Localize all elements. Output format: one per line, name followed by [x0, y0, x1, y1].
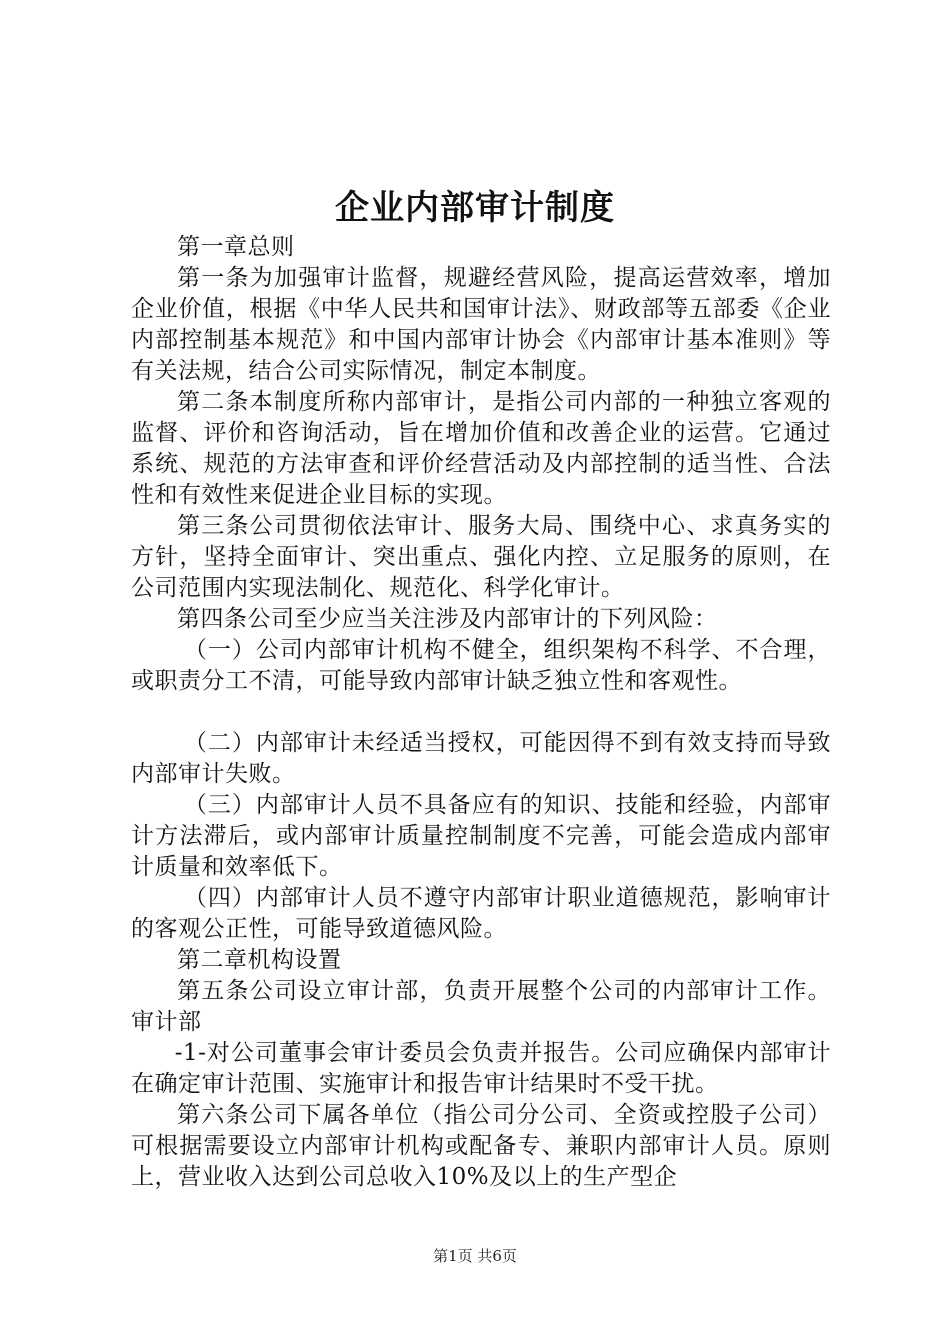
article-paragraph: -1-对公司董事会审计委员会负责并报告。公司应确保内部审计在确定审计范围、实施审计和报告审计结果时不受干扰。 [131, 1040, 831, 1097]
page-footer: 第1页 共6页 [433, 1247, 517, 1265]
risk-item: （四）内部审计人员不遵守内部审计职业道德规范，影响审计的客观公正性，可能导致道德风险。 [131, 885, 831, 942]
chapter-heading: 第二章机构设置 [177, 947, 342, 973]
risk-item: （一）公司内部审计机构不健全，组织架构不科学、不合理，或职责分工不清，可能导致内部审计缺乏独立性和客观性。 [131, 637, 831, 694]
risk-item: （三）内部审计人员不具备应有的知识、技能和经验，内部审计方法滞后，或内部审计质量控制制度不完善，可能会造成内部审计质量和效率低下。 [131, 792, 831, 880]
article-paragraph: 第四条公司至少应当关注涉及内部审计的下列风险： [177, 606, 718, 632]
risk-item: （二）内部审计未经适当授权，可能因得不到有效支持而导致内部审计失败。 [131, 730, 831, 787]
article-paragraph: 第五条公司设立审计部，负责开展整个公司的内部审计工作。审计部 [131, 978, 831, 1035]
chapter-heading: 第一章总则 [177, 234, 295, 260]
article-paragraph: 第一条为加强审计监督，规避经营风险，提高运营效率，增加企业价值，根据《中华人民共和国审计法》、财政部等五部委《企业内部控制基本规范》和中国内部审计协会《内部审计基本准则》等有关法规，结合公司实际情况，制定本制度。 [131, 265, 831, 384]
article-paragraph: 第六条公司下属各单位（指公司分公司、全资或控股子公司）可根据需要设立内部审计机构或配备专、兼职内部审计人员。原则上，营业收入达到公司总收入10%及以上的生产型企 [131, 1102, 831, 1190]
document-title: 企业内部审计制度 [335, 188, 615, 228]
document-body [131, 232, 831, 1193]
article-paragraph: 第三条公司贯彻依法审计、服务大局、围绕中心、求真务实的方针，坚持全面审计、突出重点、强化内控、立足服务的原则，在公司范围内实现法制化、规范化、科学化审计。 [131, 513, 831, 601]
article-paragraph: 第二条本制度所称内部审计，是指公司内部的一种独立客观的监督、评价和咨询活动，旨在增加价值和改善企业的运营。它通过系统、规范的方法审查和评价经营活动及内部控制的适当性、合法性和有效性来促进企业目标的实现。 [131, 389, 831, 508]
